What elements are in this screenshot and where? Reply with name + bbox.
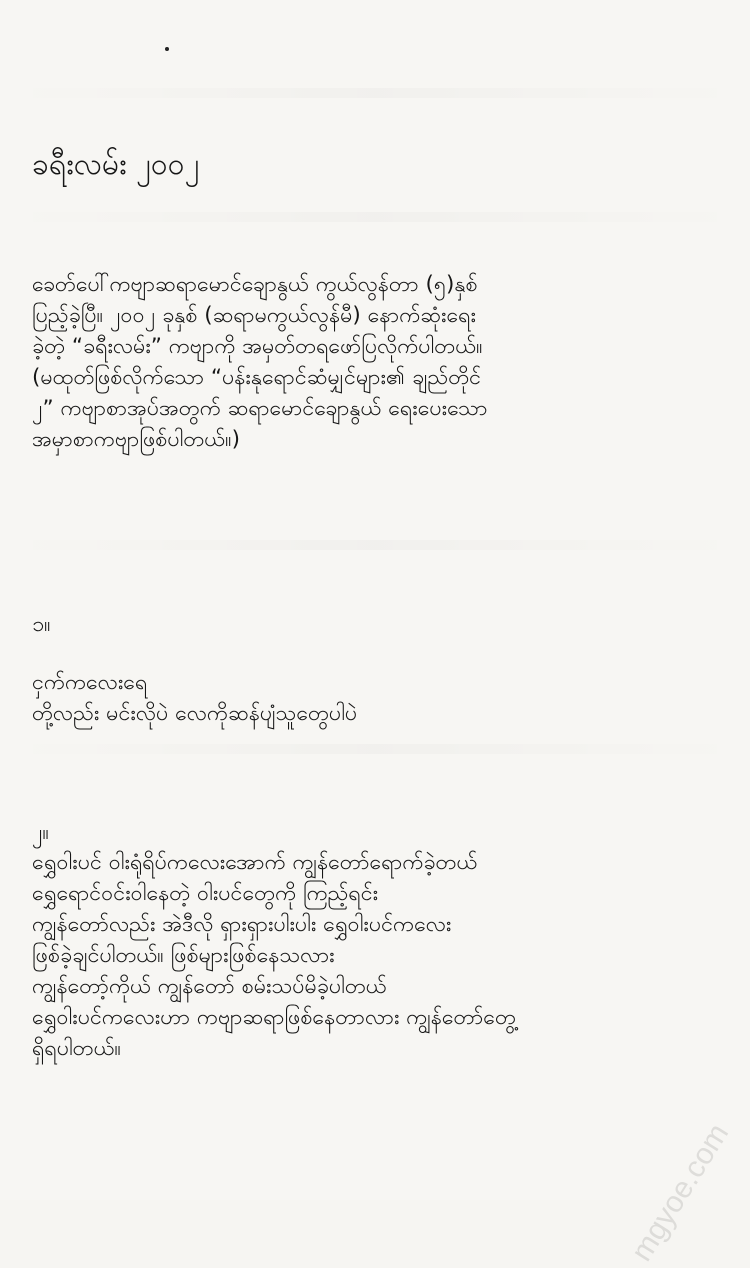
stanza-line: ငှက်ကလေးရေ: [32, 670, 148, 695]
stanza-line: ရွှေဝါးပင်ကလေးဟာ ကဗျာဆရာဖြစ်နေတာလား ကျွန်တော်တွေ့: [32, 1004, 516, 1030]
intro-line: ၂” ကဗျာစာအုပ်အတွက် ဆရာမောင်ချောနွယ် ရေးပေးသော: [32, 395, 488, 421]
stanza-line: ကျွန်တော်လည်း အဲဒီလို ရှားရှားပါးပါး ရွှေဝါးပင်ကလေး: [32, 911, 452, 937]
stanza-line: ရွှေဝါးပင် ဝါးရုံရိပ်ကလေးအောက် ကျွန်တော်ရောက်ခဲ့တယ်: [32, 850, 478, 875]
page-show-through: [0, 540, 750, 550]
intro-line: ခေတ်ပေါ်ကဗျာဆရာမောင်ချောနွယ် ကွယ်လွန်တာ (၅)နှစ်: [32, 272, 478, 297]
stanza-line: ရှိရပါတယ်။: [32, 1035, 121, 1061]
stanza-line: ရွှေရောင်ဝင်းဝါနေတဲ့ ဝါးပင်တွေကို ကြည့်ရင်း: [32, 880, 379, 906]
intro-line: (မထုတ်ဖြစ်လိုက်သော “ပန်းနုရောင်ဆံမျှင်များ၏ ချည်တိုင်: [32, 364, 482, 390]
poem-stanza-2: [32, 848, 737, 1065]
watermark-text: mgyoe.com: [624, 1117, 736, 1267]
section-number: ၁။: [32, 612, 51, 637]
poem-stanza-1: [32, 668, 737, 730]
intro-line: ခဲ့တဲ့ “ခရီးလမ်း” ကဗျာကို အမှတ်တရဖော်ပြလိုက်ပါတယ်။: [32, 333, 483, 359]
section-number: ၂။: [32, 820, 50, 845]
poem-title: ခရီးလမ်း ၂၀၀၂: [32, 147, 200, 182]
stanza-line: တို့လည်း မင်းလိုပဲ လေကိုဆန်ပျံသူတွေပါပဲ: [32, 700, 358, 726]
page-show-through: [0, 88, 750, 98]
page-show-through: [0, 744, 750, 754]
ink-dot: [165, 47, 169, 51]
intro-line: ပြည့်ခဲ့ပြီ။ ၂၀၀၂ ခုနှစ် (ဆရာမကွယ်လွန်မီ) နောက်ဆုံးရေး: [32, 302, 476, 328]
intro-paragraph: [32, 270, 737, 456]
intro-line: အမှာစာကဗျာဖြစ်ပါတယ်။): [32, 426, 241, 452]
page-show-through: [0, 212, 750, 222]
stanza-line: ကျွန်တော့်ကိုယ် ကျွန်တော် စမ်းသပ်မိခဲ့ပါတယ်: [32, 973, 387, 999]
stanza-line: ဖြစ်ခဲ့ချင်ပါတယ်။ ဖြစ်များဖြစ်နေသလား: [32, 942, 335, 968]
